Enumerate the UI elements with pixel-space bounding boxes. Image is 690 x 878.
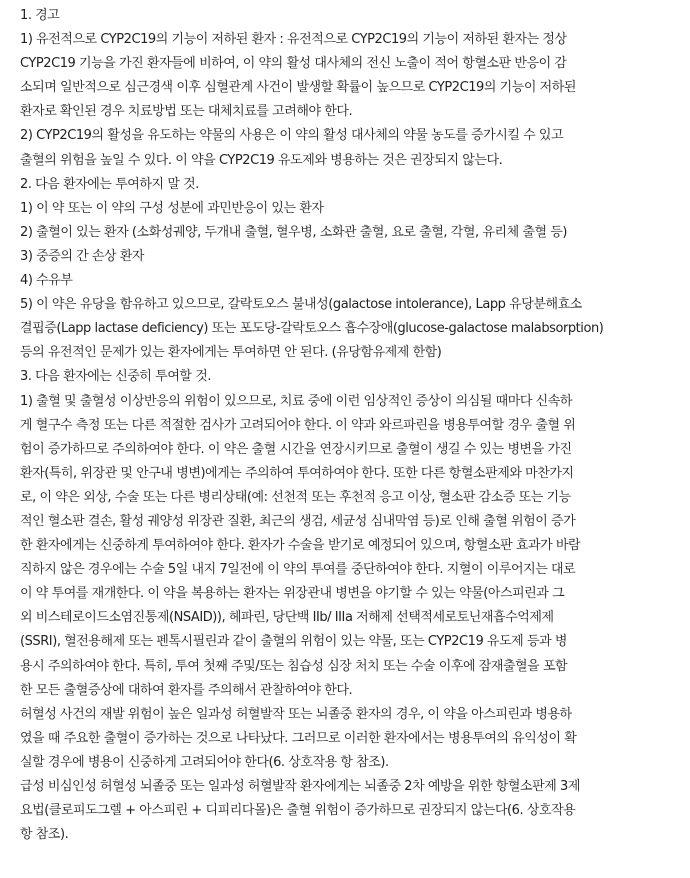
text-line: 소되며 일반적으로 심근경색 이후 심혈관계 사건이 발생할 확률이 높으므로 CYP2C19의 기능이 저하된 xyxy=(20,80,576,96)
text-line: 로, 이 약은 외상, 수술 또는 다른 병리상태(예: 선천적 또는 후천적 응고 이상, 혈소판 감소증 또는 기능 xyxy=(20,489,571,505)
text-line: 환자(특히, 위장관 및 안구내 병변)에게는 주의하여 투여하여야 한다. 또한 다른 항혈소판제와 마찬가지 xyxy=(20,465,574,481)
section-heading-warning: 1. 경고 xyxy=(20,8,60,23)
text-line: 결핍증(Lapp lactase deficiency) 또는 포도당-갈락토오스 흡수장애(glucose-galactose malabsorption) xyxy=(20,321,604,337)
text-line: 1) 이 약 또는 이 약의 구성 성분에 과민반응이 있는 환자 xyxy=(20,200,324,216)
text-line: 출혈의 위험을 높일 수 있다. 이 약을 CYP2C19 유도제와 병용하는 것은 권장되지 않는다. xyxy=(20,152,503,168)
text-line: 험이 증가하므로 주의하여야 한다. 이 약은 출혈 시간을 연장시키므로 출혈이 생길 수 있는 병변을 가진 xyxy=(20,441,572,457)
text-line: 용시 주의하여야 한다. 특히, 투여 첫째 주및/또는 침습성 심장 처치 또는 수술 이후에 잠재출혈을 포함 xyxy=(20,658,568,674)
text-line: 적인 혈소판 결손, 활성 궤양성 위장관 질환, 최근의 생검, 세균성 심내막염 등)로 인해 출혈 위험이 증가 xyxy=(20,513,576,529)
text-line: 요법(클로피도그렐 + 아스피린 + 디피리다몰)은 출혈 위험이 증가하므로 권장되지 않는다(6. 상호작용 xyxy=(20,803,576,819)
text-line: 한 모든 출혈증상에 대하여 환자를 주의해서 관찰하여야 한다. xyxy=(20,682,353,698)
text-line: 급성 비심인성 허혈성 뇌졸중 또는 일과성 허혈발작 환자에게는 뇌졸중 2차 예방을 위한 항혈소판제 3제 xyxy=(20,779,580,794)
text-line: 외 비스테로이드소염진통제(NSAID)), 헤파린, 당단백 IIb/ IIIa 저해제 선택적세로토닌재흡수억제제 xyxy=(20,610,554,626)
text-line: 환자로 확인된 경우 치료방법 또는 대체치료를 고려해야 한다. xyxy=(20,104,353,120)
text-line: 5) 이 약은 유당을 함유하고 있으므로, 갈락토오스 불내성(galactose intolerance), Lapp 유당분해효소 xyxy=(20,297,582,313)
text-line: 이 약 투여를 재개한다. 이 약을 복용하는 환자는 위장관내 병변을 야기할 수 있는 약물(아스피린과 그 xyxy=(20,586,565,602)
text-line: 2) CYP2C19의 활성을 유도하는 약물의 사용은 이 약의 활성 대사체의 약물 농도를 증가시킬 수 있고 xyxy=(20,128,564,144)
text-line: CYP2C19 기능을 가진 환자들에 비하여, 이 약의 활성 대사체의 전신 노출이 적어 항혈소판 반응이 감 xyxy=(20,56,567,72)
text-line: 항 참조). xyxy=(20,827,69,843)
text-line: 1) 출혈 및 출혈성 이상반응의 위험이 있으므로, 치료 중에 이런 임상적인 증상이 의심될 때마다 신속하 xyxy=(20,393,572,409)
section-heading-contraindications: 2. 다음 환자에는 투여하지 말 것. xyxy=(20,176,199,192)
text-line: 등의 유전적인 문제가 있는 환자에게는 투여하면 안 된다. (유당함유제제 한함) xyxy=(20,345,442,361)
text-line: 허혈성 사건의 재발 위험이 높은 일과성 허혈발작 또는 뇌졸중 환자의 경우, 이 약을 아스피린과 병용하 xyxy=(20,706,572,722)
text-line: 한 환자에게는 신중하게 투여하여야 한다. 환자가 수술을 받기로 예정되어 있으며, 항혈소판 효과가 바람 xyxy=(20,538,581,554)
text-line: 3) 중증의 간 손상 환자 xyxy=(20,248,145,264)
text-line: 게 혈구수 측정 또는 다른 적절한 검사가 고려되어야 한다. 이 약과 와르파린을 병용투여할 경우 출혈 위 xyxy=(20,417,576,433)
text-line: 실할 경우에 병용이 신중하게 고려되어야 한다(6. 상호작용 항 참조). xyxy=(20,754,389,770)
text-line: 1) 유전적으로 CYP2C19의 기능이 저하된 환자 : 유전적으로 CYP2C19의 기능이 저하된 환자는 정상 xyxy=(20,32,567,48)
text-line: 4) 수유부 xyxy=(20,273,73,289)
section-heading-precautions: 3. 다음 환자에는 신중히 투여할 것. xyxy=(20,369,212,385)
text-line: 직하지 않은 경우에는 수술 5일 내지 7일전에 이 약의 투여를 중단하여야 한다. 지혈이 이루어지는 대로 xyxy=(20,562,576,578)
text-line: 2) 출혈이 있는 환자 (소화성궤양, 두개내 출혈, 혈우병, 소화관 출혈, 요로 출혈, 각혈, 유리체 출혈 등) xyxy=(20,224,568,240)
text-line: 였을 때 주요한 출혈이 증가하는 것으로 나타났다. 그러므로 이러한 환자에서는 병용투여의 유익성이 확 xyxy=(20,730,577,746)
text-line: (SSRI), 혈전용해제 또는 펜톡시필린과 같이 출혈의 위험이 있는 약물, 또는 CYP2C19 유도제 등과 병 xyxy=(20,634,567,650)
